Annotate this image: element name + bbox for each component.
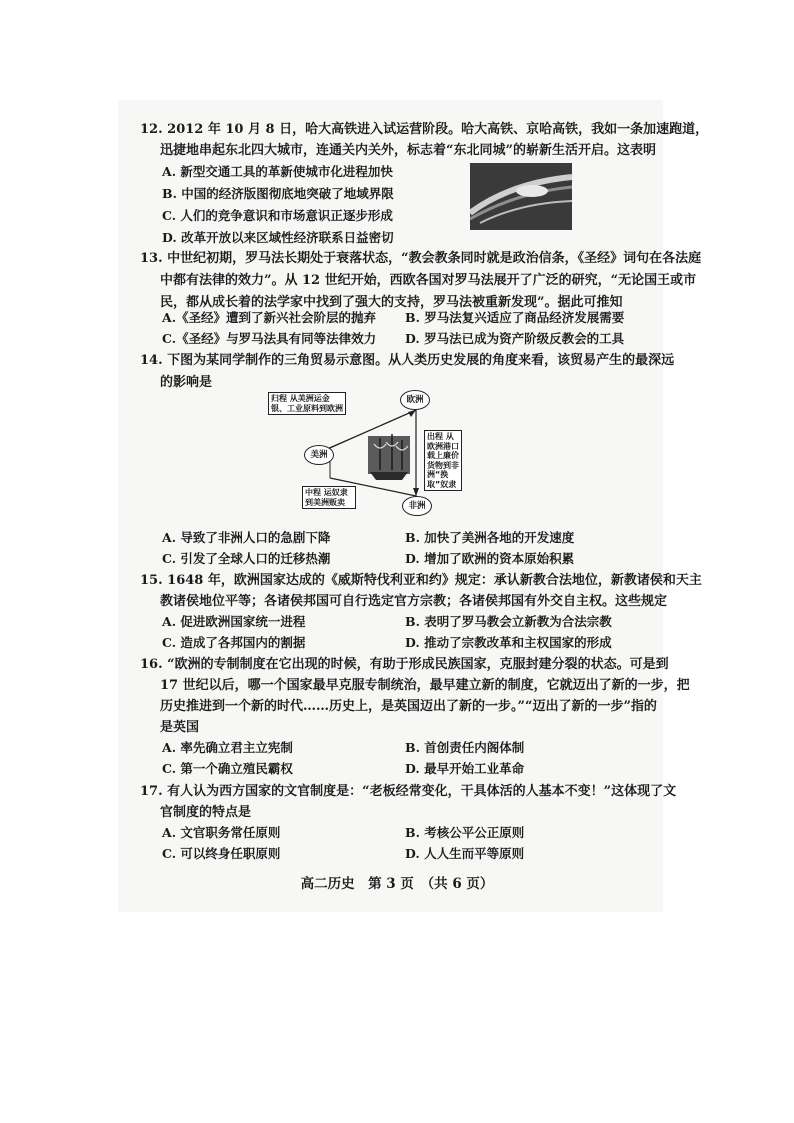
q16-stem-line2: 17 世纪以后，哪一个国家最早克服专制统治，最早建立新的制度，它就迈出了新的一步，把 — [160, 678, 690, 693]
q12-option-b: B. 中国的经济版图彻底地突破了地域界限 — [162, 186, 394, 201]
q12-stem-line1: 12. 2012 年 10 月 8 日，哈大高铁进入试运营阶段。哈大高铁、京哈高铁，我如一条加速跑道， — [140, 122, 709, 137]
page-footer: 高二历史 第 3 页 （共 6 页） — [300, 876, 494, 892]
q13-option-b: B. 罗马法复兴适应了商品经济发展需要 — [405, 310, 625, 325]
middle-passage-label: 中程 运奴隶到美洲贩卖 — [302, 486, 356, 509]
triangle-trade-diagram — [240, 388, 460, 518]
america-node: 美洲 — [304, 445, 334, 465]
q15-option-c: C. 造成了各邦国内的割据 — [162, 635, 306, 650]
q12-stem-line2: 迅捷地串起东北四大城市，连通关内关外，标志着“东北同城”的崭新生活开启。这表明 — [160, 143, 656, 158]
q14-option-d: D. 增加了欧洲的资本原始积累 — [405, 551, 575, 566]
europe-node: 欧洲 — [400, 390, 430, 410]
q16-option-d: D. 最早开始工业革命 — [405, 761, 525, 776]
q16-option-a: A. 率先确立君主立宪制 — [162, 740, 293, 755]
q15-option-d: D. 推动了宗教改革和主权国家的形成 — [405, 635, 612, 650]
q14-stem-line2: 的影响是 — [160, 375, 213, 390]
q17-option-b: B. 考核公平公正原则 — [405, 825, 525, 840]
q16-option-b: B. 首创责任内阁体制 — [405, 740, 525, 755]
q13-option-a: A.《圣经》遭到了新兴社会阶层的抛弃 — [162, 310, 377, 325]
q17-stem-line1: 17. 有人认为西方国家的文官制度是：“老板经常变化，干具体活的人基本不变！”这体现了文 — [140, 784, 677, 799]
q17-stem-line2: 官制度的特点是 — [160, 805, 252, 820]
q12-option-d: D. 改革开放以来区域性经济联系日益密切 — [162, 230, 394, 245]
q17-option-c: C. 可以终身任职原则 — [162, 846, 281, 861]
return-trip-label: 归程 从美洲运金银、工业原料到欧洲 — [268, 392, 346, 415]
q17-option-d: D. 人人生而平等原则 — [405, 846, 525, 861]
q13-option-c: C.《圣经》与罗马法具有同等法律效力 — [162, 331, 377, 346]
q12-option-a: A. 新型交通工具的革新使城市化进程加快 — [162, 164, 393, 179]
q16-stem-line1: 16. “欧洲的专制制度在它出现的时候，有助于形成民族国家，克服封建分裂的状态。可是到 — [140, 657, 669, 672]
q14-option-c: C. 引发了全球人口的迁移热潮 — [162, 551, 331, 566]
outbound-trip-label: 出程 从欧洲港口载上廉价货物到非洲“换取”奴隶 — [424, 430, 462, 491]
africa-node: 非洲 — [402, 496, 432, 516]
q13-stem-line2: 中都有法律的效力”。从 12 世纪开始，西欧各国对罗马法展开了广泛的研究，“无论国王或市 — [160, 273, 697, 288]
high-speed-train-photo — [470, 163, 572, 230]
q14-option-b: B. 加快了美洲各地的开发速度 — [405, 530, 575, 545]
q16-stem-line3: 历史推进到一个新的时代……历史上，是英国迈出了新的一步。”“迈出了新的一步”指的 — [160, 699, 657, 714]
q15-option-a: A. 促进欧洲国家统一进程 — [162, 614, 306, 629]
q16-option-c: C. 第一个确立殖民霸权 — [162, 761, 293, 776]
q14-option-a: A. 导致了非洲人口的急剧下降 — [162, 530, 331, 545]
q13-stem-line3: 民，都从成长着的法学家中找到了强大的支持，罗马法被重新发现”。据此可推知 — [160, 295, 623, 310]
q13-stem-line1: 13. 中世纪初期，罗马法长期处于衰落状态，“教会教条同时就是政治信条，《圣经》词句在各法庭 — [140, 251, 702, 266]
q17-option-a: A. 文官职务常任原则 — [162, 825, 281, 840]
sailing-ship-image — [368, 434, 410, 480]
q13-option-d: D. 罗马法已成为资产阶级反教会的工具 — [405, 331, 625, 346]
q15-stem-line1: 15. 1648 年，欧洲国家达成的《威斯特伐利亚和约》规定：承认新教合法地位，新教诸侯和天主 — [140, 573, 702, 588]
q15-option-b: B. 表明了罗马教会立新教为合法宗教 — [405, 614, 612, 629]
q12-option-c: C. 人们的竞争意识和市场意识正逐步形成 — [162, 208, 393, 223]
q14-stem-line1: 14. 下图为某同学制作的三角贸易示意图。从人类历史发展的角度来看，该贸易产生的最深远 — [140, 353, 675, 368]
q15-stem-line2: 教诸侯地位平等；各诸侯邦国可自行选定官方宗教；各诸侯邦国有外交自主权。这些规定 — [160, 594, 668, 609]
q16-stem-line4: 是英国 — [160, 720, 200, 735]
